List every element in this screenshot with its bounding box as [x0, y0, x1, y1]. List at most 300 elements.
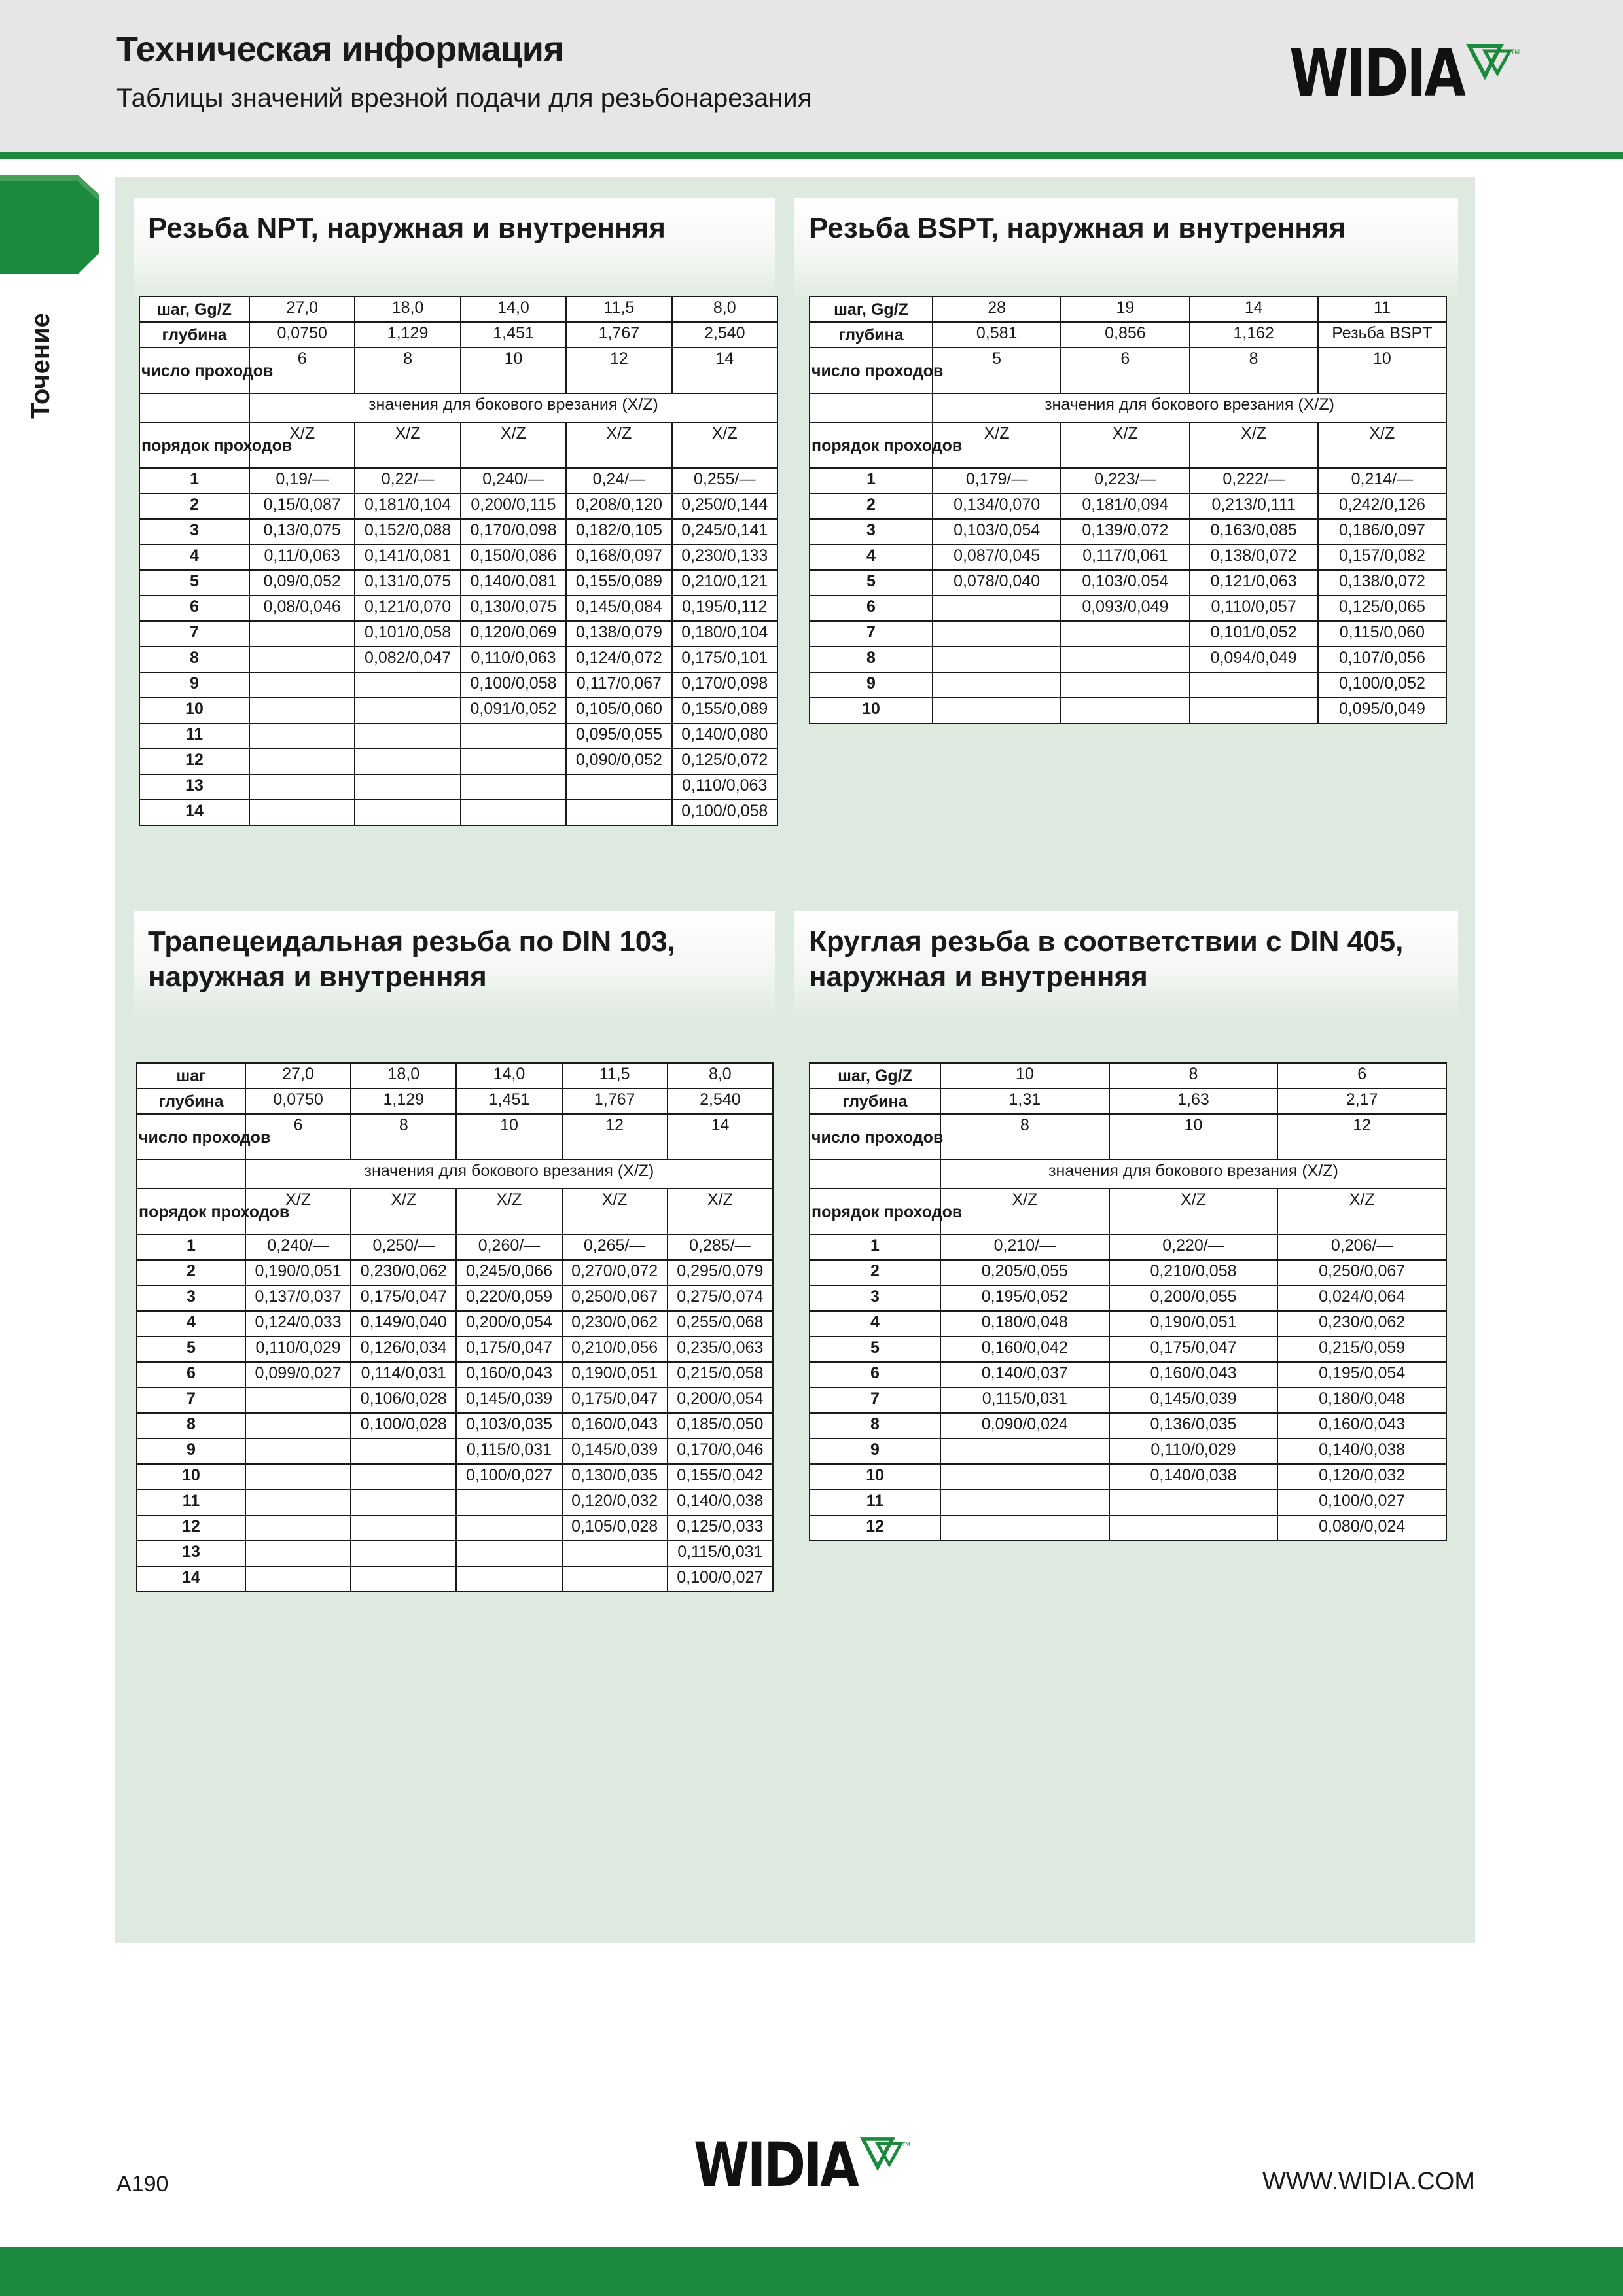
feed-value — [245, 1413, 351, 1439]
widia-triangle-icon — [1468, 45, 1523, 86]
passes-value: 14 — [672, 348, 777, 393]
table-row — [810, 468, 1446, 493]
empty-cell — [139, 393, 249, 422]
feed-value — [461, 723, 566, 749]
widia-triangle-icon — [861, 2138, 914, 2177]
table-row — [810, 1388, 1446, 1413]
depth-value: 0,0750 — [245, 1088, 351, 1114]
feed-value: 0,242/0,126 — [1318, 493, 1446, 519]
feed-value: 0,180/0,104 — [672, 621, 777, 647]
feed-value: 0,140/0,038 — [668, 1490, 773, 1515]
feed-value: 0,175/0,047 — [1109, 1336, 1278, 1362]
passes-value: 10 — [1318, 348, 1446, 393]
pass-order-row — [810, 1189, 1446, 1234]
xz-header: X/Z — [461, 422, 566, 468]
table-row — [139, 749, 777, 774]
feed-value: 0,100/0,027 — [668, 1566, 773, 1592]
feed-value — [351, 1490, 456, 1515]
feed-value — [245, 1490, 351, 1515]
feed-value: 0,200/0,055 — [1109, 1285, 1278, 1311]
passes-label: число проходов — [137, 1114, 245, 1160]
pass-number: 6 — [810, 596, 933, 621]
feed-value — [940, 1515, 1109, 1541]
depth-value: 1,162 — [1190, 322, 1318, 348]
feed-value: 0,101/0,052 — [1190, 621, 1318, 647]
feed-value: 0,110/0,063 — [461, 647, 566, 672]
feed-value: 0,138/0,072 — [1318, 570, 1446, 596]
feed-value — [245, 1439, 351, 1464]
table-row — [810, 647, 1446, 672]
table-row — [137, 1260, 773, 1285]
feed-value: 0,125/0,065 — [1318, 596, 1446, 621]
feed-value — [1061, 672, 1189, 698]
pass-number: 11 — [810, 1490, 940, 1515]
feed-value: 0,115/0,031 — [456, 1439, 562, 1464]
feed-value: 0,100/0,027 — [456, 1464, 562, 1490]
depth-value: 1,451 — [461, 322, 566, 348]
feed-value: 0,117/0,067 — [566, 672, 671, 698]
side-values-caption: значения для бокового врезания (X/Z) — [933, 393, 1446, 422]
feed-value: 0,230/0,062 — [351, 1260, 456, 1285]
pitch-value: 11 — [1318, 296, 1446, 322]
feed-value: 0,205/0,055 — [940, 1260, 1109, 1285]
feed-value — [355, 672, 460, 698]
passes-value: 5 — [933, 348, 1061, 393]
feed-value: 0,082/0,047 — [355, 647, 460, 672]
round-table — [809, 1062, 1447, 1541]
table-row — [139, 621, 777, 647]
xz-header: X/Z — [566, 422, 671, 468]
pitch-label: шаг, Gg/Z — [810, 296, 933, 322]
pass-number: 8 — [139, 647, 249, 672]
feed-value: 0,078/0,040 — [933, 570, 1061, 596]
feed-value: 0,213/0,111 — [1190, 493, 1318, 519]
pass-number: 7 — [137, 1388, 245, 1413]
feed-value — [1190, 698, 1318, 723]
feed-value: 0,230/0,062 — [1277, 1311, 1446, 1336]
passes-value: 12 — [562, 1114, 668, 1160]
feed-value: 0,145/0,039 — [456, 1388, 562, 1413]
passes-row — [810, 1114, 1446, 1160]
passes-label: число проходов — [810, 1114, 940, 1160]
depth-row — [810, 1088, 1446, 1114]
feed-value: 0,150/0,086 — [461, 545, 566, 570]
side-values-row — [137, 1160, 773, 1189]
feed-value: 0,250/0,067 — [1277, 1260, 1446, 1285]
page-number: A190 — [116, 2172, 169, 2197]
feed-value: 0,210/0,056 — [562, 1336, 668, 1362]
feed-value — [940, 1490, 1109, 1515]
table-row — [810, 1285, 1446, 1311]
xz-header: X/Z — [933, 422, 1061, 468]
feed-value: 0,024/0,064 — [1277, 1285, 1446, 1311]
feed-value: 0,137/0,037 — [245, 1285, 351, 1311]
pass-order-label: порядок проходов — [810, 422, 933, 468]
table-row — [137, 1439, 773, 1464]
feed-value: 0,138/0,072 — [1190, 545, 1318, 570]
side-values-caption: значения для бокового врезания (X/Z) — [249, 393, 777, 422]
table-row — [137, 1541, 773, 1566]
table-row — [137, 1566, 773, 1592]
table-row — [139, 545, 777, 570]
feed-value — [249, 647, 355, 672]
feed-value — [1061, 698, 1189, 723]
feed-value: 0,160/0,043 — [1109, 1362, 1278, 1388]
pass-number: 2 — [137, 1260, 245, 1285]
passes-value: 12 — [566, 348, 671, 393]
pitch-value: 28 — [933, 296, 1061, 322]
pass-number: 10 — [810, 698, 933, 723]
feed-value — [355, 749, 460, 774]
side-values-row — [139, 393, 777, 422]
depth-value: 1,767 — [566, 322, 671, 348]
feed-value: 0,265/— — [562, 1234, 668, 1260]
table-row — [139, 647, 777, 672]
feed-value: 0,195/0,112 — [672, 596, 777, 621]
feed-value: 0,285/— — [668, 1234, 773, 1260]
pass-number: 8 — [810, 647, 933, 672]
pitch-row — [137, 1063, 773, 1088]
pass-number: 2 — [139, 493, 249, 519]
feed-value — [249, 800, 355, 825]
pass-number: 6 — [137, 1362, 245, 1388]
xz-header: X/Z — [456, 1189, 562, 1234]
table-row — [137, 1388, 773, 1413]
depth-value: 1,767 — [562, 1088, 668, 1114]
feed-value: 0,110/0,057 — [1190, 596, 1318, 621]
feed-value — [566, 774, 671, 800]
feed-value: 0,131/0,075 — [355, 570, 460, 596]
logo-trademark: TM — [1511, 48, 1520, 55]
xz-header: X/Z — [562, 1189, 668, 1234]
pass-number: 7 — [810, 1388, 940, 1413]
pass-order-label: порядок проходов — [810, 1189, 940, 1234]
pass-number: 7 — [810, 621, 933, 647]
feed-value — [456, 1490, 562, 1515]
side-values-row — [810, 1160, 1446, 1189]
xz-header: X/Z — [1190, 422, 1318, 468]
feed-value: 0,140/0,080 — [672, 723, 777, 749]
pitch-label: шаг, Gg/Z — [139, 296, 249, 322]
feed-value — [249, 749, 355, 774]
depth-value: 0,581 — [933, 322, 1061, 348]
pitch-row — [810, 296, 1446, 322]
pass-number: 9 — [810, 672, 933, 698]
feed-value: 0,120/0,032 — [1277, 1464, 1446, 1490]
feed-value: 0,214/— — [1318, 468, 1446, 493]
pass-number: 5 — [810, 1336, 940, 1362]
feed-value: 0,255/0,068 — [668, 1311, 773, 1336]
passes-value: 10 — [1109, 1114, 1278, 1160]
feed-value: 0,090/0,052 — [566, 749, 671, 774]
feed-value: 0,175/0,047 — [351, 1285, 456, 1311]
table-row — [137, 1234, 773, 1260]
footer-bar — [0, 2247, 1623, 2296]
feed-value: 0,105/0,060 — [566, 698, 671, 723]
passes-value: 14 — [668, 1114, 773, 1160]
xz-header: X/Z — [351, 1189, 456, 1234]
table-row — [810, 1362, 1446, 1388]
table-row — [139, 672, 777, 698]
table-row — [810, 545, 1446, 570]
feed-value: 0,155/0,042 — [668, 1464, 773, 1490]
feed-value: 0,107/0,056 — [1318, 647, 1446, 672]
feed-value: 0,103/0,035 — [456, 1413, 562, 1439]
feed-value: 0,120/0,032 — [562, 1490, 668, 1515]
feed-value — [351, 1515, 456, 1541]
pass-number: 1 — [139, 468, 249, 493]
npt-table — [139, 296, 778, 826]
feed-value: 0,138/0,079 — [566, 621, 671, 647]
feed-value — [355, 723, 460, 749]
depth-value: 1,451 — [456, 1088, 562, 1114]
feed-value — [245, 1515, 351, 1541]
feed-value: 0,250/0,144 — [672, 493, 777, 519]
feed-value: 0,200/0,054 — [456, 1311, 562, 1336]
feed-value: 0,105/0,028 — [562, 1515, 668, 1541]
feed-value: 0,200/0,115 — [461, 493, 566, 519]
depth-label: глубина — [137, 1088, 245, 1114]
table-row — [810, 1515, 1446, 1541]
depth-label: глубина — [810, 1088, 940, 1114]
feed-value: 0,155/0,089 — [672, 698, 777, 723]
feed-value — [456, 1566, 562, 1592]
feed-value: 0,245/0,141 — [672, 519, 777, 545]
feed-value: 0,101/0,058 — [355, 621, 460, 647]
feed-value: 0,145/0,039 — [1109, 1388, 1278, 1413]
trap-table — [136, 1062, 774, 1592]
depth-row — [810, 322, 1446, 348]
feed-value: 0,130/0,075 — [461, 596, 566, 621]
feed-value: 0,210/— — [940, 1234, 1109, 1260]
table-row — [137, 1413, 773, 1439]
table-row — [810, 570, 1446, 596]
table-row — [137, 1362, 773, 1388]
depth-value: 2,540 — [672, 322, 777, 348]
pass-number: 5 — [137, 1336, 245, 1362]
feed-value — [351, 1464, 456, 1490]
feed-value: 0,179/— — [933, 468, 1061, 493]
depth-label: глубина — [139, 322, 249, 348]
pitch-row — [810, 1063, 1446, 1088]
table-row — [137, 1464, 773, 1490]
pass-number: 3 — [137, 1285, 245, 1311]
feed-value — [351, 1566, 456, 1592]
feed-value: 0,230/0,062 — [562, 1311, 668, 1336]
feed-value — [249, 723, 355, 749]
xz-header: X/Z — [668, 1189, 773, 1234]
passes-value: 12 — [1277, 1114, 1446, 1160]
section-tab — [0, 175, 99, 274]
table-row — [137, 1515, 773, 1541]
passes-value: 6 — [1061, 348, 1189, 393]
table-row — [139, 723, 777, 749]
feed-value: 0,170/0,046 — [668, 1439, 773, 1464]
pitch-value: 10 — [940, 1063, 1109, 1088]
feed-value: 0,094/0,049 — [1190, 647, 1318, 672]
feed-value: 0,210/0,058 — [1109, 1260, 1278, 1285]
feed-value — [245, 1464, 351, 1490]
feed-value: 0,295/0,079 — [668, 1260, 773, 1285]
feed-value — [351, 1541, 456, 1566]
page-subtitle: Таблицы значений врезной подачи для резьбонарезания — [116, 84, 812, 113]
feed-value — [933, 672, 1061, 698]
pass-number: 2 — [810, 493, 933, 519]
passes-value: 8 — [1190, 348, 1318, 393]
feed-value: 0,215/0,058 — [668, 1362, 773, 1388]
feed-value: 0,140/0,081 — [461, 570, 566, 596]
feed-value: 0,208/0,120 — [566, 493, 671, 519]
depth-value: 2,17 — [1277, 1088, 1446, 1114]
feed-value: 0,170/0,098 — [461, 519, 566, 545]
pass-number: 8 — [810, 1413, 940, 1439]
feed-value — [249, 774, 355, 800]
feed-value: 0,136/0,035 — [1109, 1413, 1278, 1439]
table-row — [810, 672, 1446, 698]
feed-value — [249, 672, 355, 698]
logo-trademark: TM — [902, 2141, 911, 2148]
pitch-value: 27,0 — [245, 1063, 351, 1088]
feed-value: 0,110/0,029 — [1109, 1439, 1278, 1464]
feed-value: 0,255/— — [672, 468, 777, 493]
xz-header: X/Z — [1318, 422, 1446, 468]
widia-logo-header — [1289, 35, 1523, 111]
feed-value: 0,100/0,058 — [672, 800, 777, 825]
feed-value: 0,103/0,054 — [1061, 570, 1189, 596]
table-row — [139, 493, 777, 519]
xz-header: X/Z — [1109, 1189, 1278, 1234]
feed-value: 0,08/0,046 — [249, 596, 355, 621]
website-link[interactable]: WWW.WIDIA.COM — [1262, 2168, 1475, 2195]
passes-value: 6 — [245, 1114, 351, 1160]
trap-title: Трапецеидальная резьба по DIN 103, наружная и внутренняя — [134, 911, 775, 1018]
pass-number: 2 — [810, 1260, 940, 1285]
pass-number: 7 — [139, 621, 249, 647]
pitch-value: 11,5 — [566, 296, 671, 322]
feed-value: 0,140/0,038 — [1109, 1464, 1278, 1490]
feed-value — [355, 698, 460, 723]
feed-value: 0,11/0,063 — [249, 545, 355, 570]
feed-value: 0,157/0,082 — [1318, 545, 1446, 570]
feed-value: 0,275/0,074 — [668, 1285, 773, 1311]
passes-value: 6 — [249, 348, 355, 393]
feed-value: 0,15/0,087 — [249, 493, 355, 519]
table-row — [139, 800, 777, 825]
feed-value: 0,195/0,054 — [1277, 1362, 1446, 1388]
pass-number: 11 — [139, 723, 249, 749]
pitch-value: 8,0 — [668, 1063, 773, 1088]
bspt-table — [809, 296, 1447, 724]
pass-order-row — [137, 1189, 773, 1234]
feed-value: 0,110/0,029 — [245, 1336, 351, 1362]
pass-number: 8 — [137, 1413, 245, 1439]
feed-value: 0,22/— — [355, 468, 460, 493]
feed-value: 0,080/0,024 — [1277, 1515, 1446, 1541]
feed-value: 0,260/— — [456, 1234, 562, 1260]
pass-number: 9 — [139, 672, 249, 698]
feed-value — [566, 800, 671, 825]
feed-value: 0,160/0,043 — [456, 1362, 562, 1388]
feed-value: 0,125/0,072 — [672, 749, 777, 774]
feed-value: 0,181/0,104 — [355, 493, 460, 519]
feed-value: 0,155/0,089 — [566, 570, 671, 596]
feed-value: 0,110/0,063 — [672, 774, 777, 800]
feed-value: 0,235/0,063 — [668, 1336, 773, 1362]
table-row — [810, 1439, 1446, 1464]
feed-value: 0,250/— — [351, 1234, 456, 1260]
header-divider — [0, 152, 1623, 159]
pass-number: 13 — [137, 1541, 245, 1566]
feed-value: 0,175/0,047 — [562, 1388, 668, 1413]
feed-value: 0,160/0,043 — [562, 1413, 668, 1439]
feed-value: 0,087/0,045 — [933, 545, 1061, 570]
pass-number: 3 — [139, 519, 249, 545]
table-row — [810, 621, 1446, 647]
table-row — [139, 596, 777, 621]
feed-value — [933, 647, 1061, 672]
table-row — [139, 519, 777, 545]
feed-value: 0,115/0,060 — [1318, 621, 1446, 647]
feed-value: 0,125/0,033 — [668, 1515, 773, 1541]
pass-number: 12 — [139, 749, 249, 774]
side-values-caption: значения для бокового врезания (X/Z) — [245, 1160, 773, 1189]
depth-value: 1,31 — [940, 1088, 1109, 1114]
feed-value: 0,230/0,133 — [672, 545, 777, 570]
table-row — [810, 519, 1446, 545]
feed-value — [1061, 621, 1189, 647]
feed-value — [933, 621, 1061, 647]
pitch-value: 19 — [1061, 296, 1189, 322]
pitch-value: 18,0 — [351, 1063, 456, 1088]
feed-value: 0,100/0,052 — [1318, 672, 1446, 698]
depth-value: 1,129 — [355, 322, 460, 348]
pass-number: 5 — [810, 570, 933, 596]
xz-header: X/Z — [245, 1189, 351, 1234]
feed-value: 0,145/0,039 — [562, 1439, 668, 1464]
feed-value: 0,099/0,027 — [245, 1362, 351, 1388]
pitch-value: 14 — [1190, 296, 1318, 322]
feed-value — [933, 596, 1061, 621]
xz-header: X/Z — [672, 422, 777, 468]
side-values-row — [810, 393, 1446, 422]
page-title: Техническая информация — [116, 29, 564, 69]
feed-value: 0,139/0,072 — [1061, 519, 1189, 545]
feed-value: 0,145/0,084 — [566, 596, 671, 621]
feed-value: 0,180/0,048 — [940, 1311, 1109, 1336]
pass-number: 1 — [137, 1234, 245, 1260]
feed-value — [1061, 647, 1189, 672]
passes-row — [139, 348, 777, 393]
table-row — [810, 698, 1446, 723]
pitch-value: 8,0 — [672, 296, 777, 322]
logo-wordmark: WIDIA — [694, 2130, 857, 2201]
table-row — [139, 698, 777, 723]
feed-value: 0,270/0,072 — [562, 1260, 668, 1285]
feed-value — [355, 774, 460, 800]
pass-number: 14 — [139, 800, 249, 825]
table-row — [137, 1311, 773, 1336]
depth-value: Резьба BSPT — [1318, 322, 1446, 348]
pitch-label: шаг, Gg/Z — [810, 1063, 940, 1088]
feed-value: 0,140/0,037 — [940, 1362, 1109, 1388]
pass-order-label: порядок проходов — [137, 1189, 245, 1234]
feed-value: 0,09/0,052 — [249, 570, 355, 596]
depth-value: 1,63 — [1109, 1088, 1278, 1114]
depth-value: 2,540 — [668, 1088, 773, 1114]
passes-value: 8 — [355, 348, 460, 393]
passes-label: число проходов — [139, 348, 249, 393]
bspt-title: Резьба BSPT, наружная и внутренняя — [794, 198, 1458, 302]
